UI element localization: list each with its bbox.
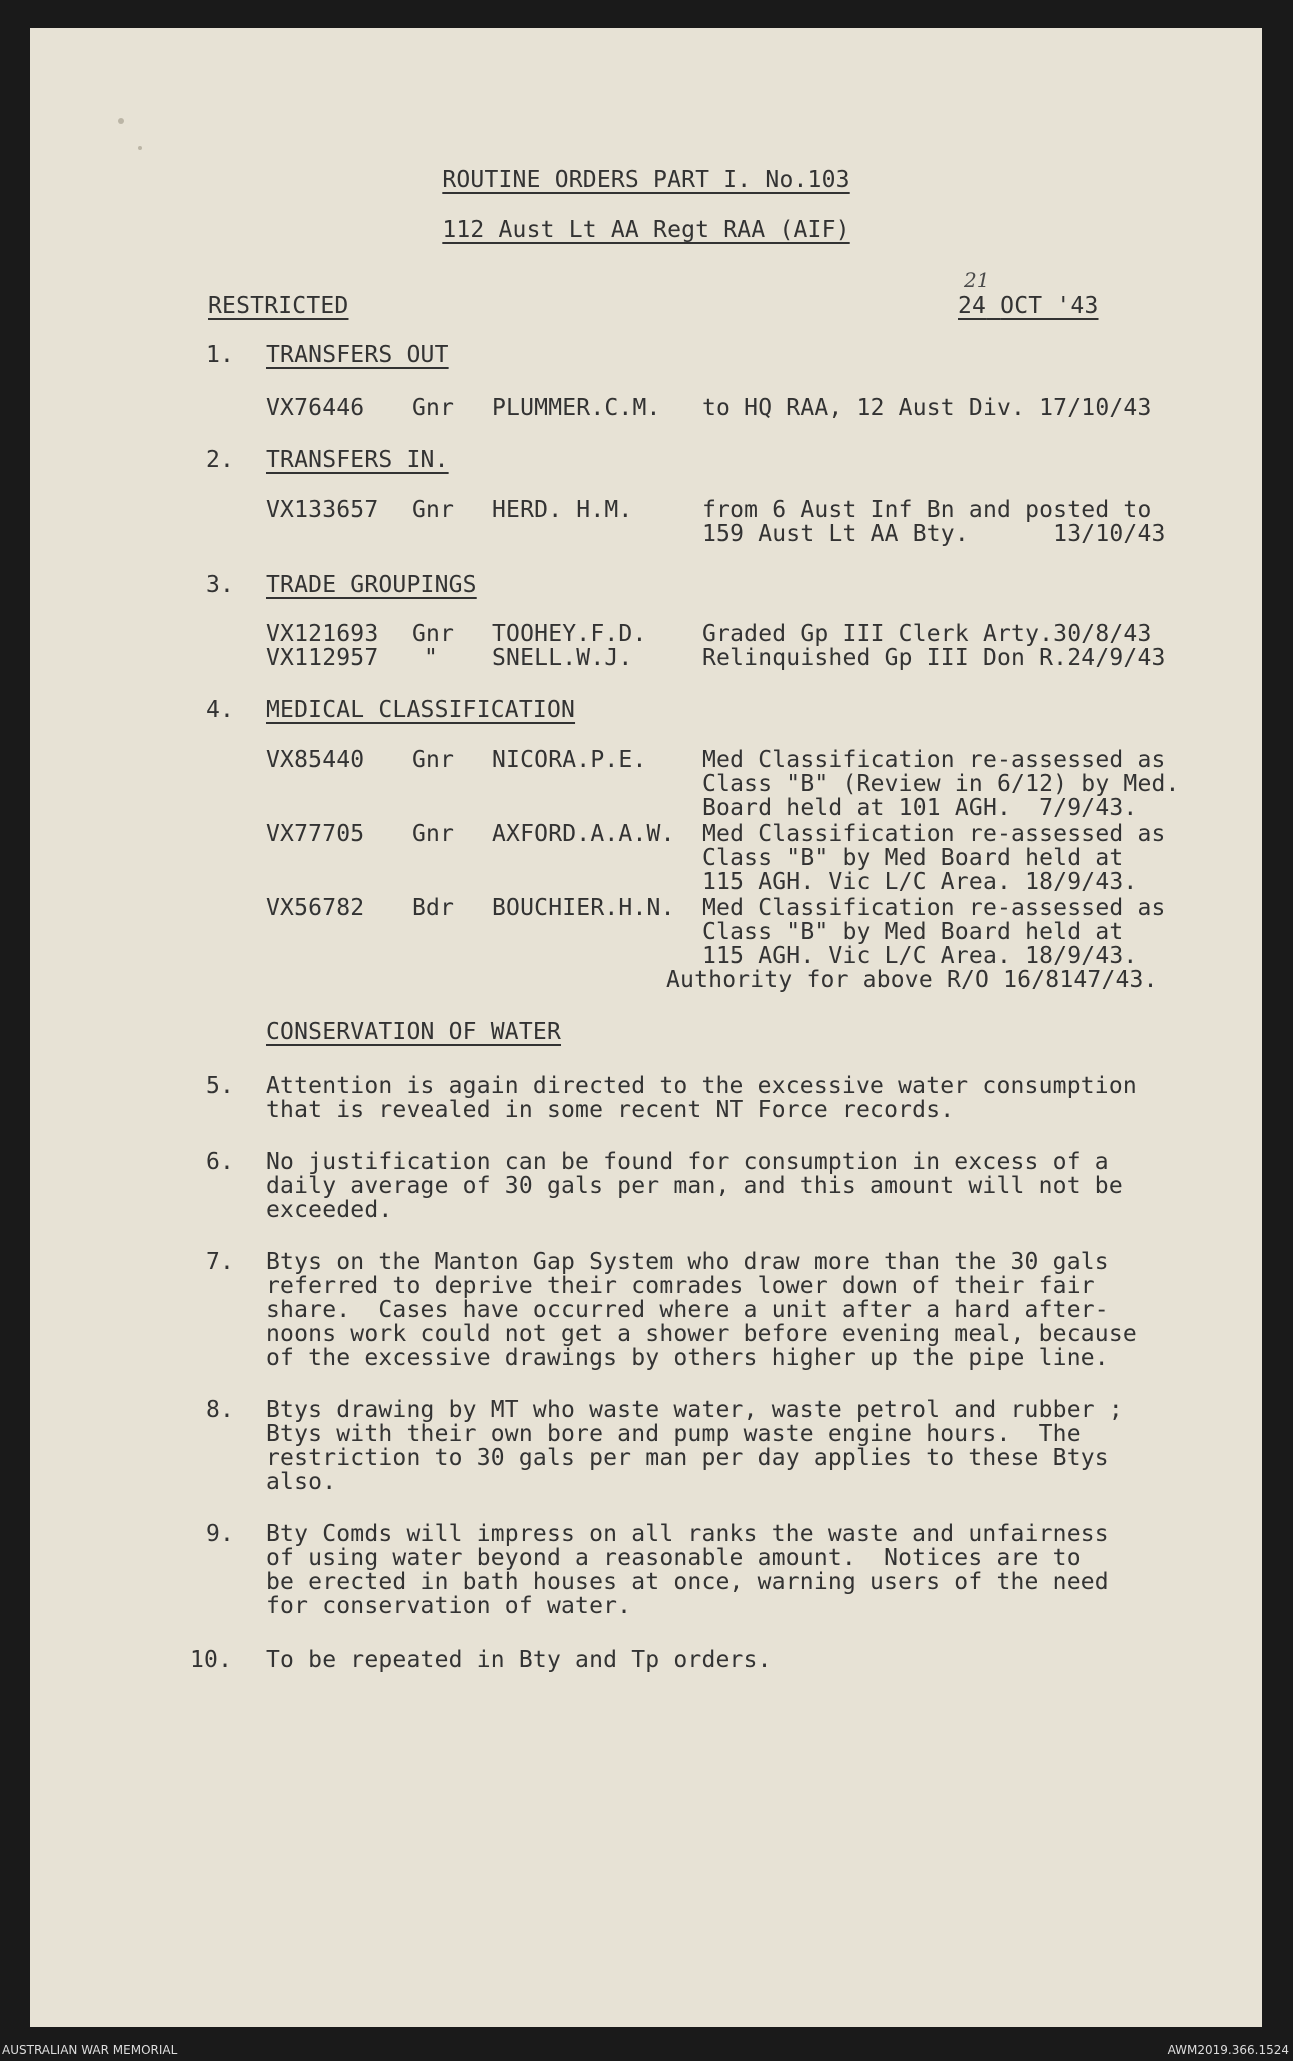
paragraph-line: of the excessive drawings by others higher up the pipe line. — [266, 1345, 1109, 1371]
order-date — [958, 294, 1099, 319]
entry-detail-line: 159 Aust Lt AA Bty. 13/10/43 — [702, 521, 1166, 547]
paragraph-line: that is revealed in some recent NT Force records. — [266, 1097, 955, 1123]
entry-detail-line: Relinquished Gp III Don R.24/9/43 — [702, 645, 1166, 671]
paragraph-line: also. — [266, 1469, 337, 1495]
paragraph-line: referred to deprive their comrades lower down of their fair — [266, 1273, 1095, 1299]
entry-detail-line: Class "B" (Review in 6/12) by Med. — [702, 771, 1180, 797]
soldier-name: TOOHEY.F.D. — [492, 621, 647, 647]
paragraph-line: Attention is again directed to the excessive water consumption — [266, 1073, 1137, 1099]
section-number: 3. — [206, 572, 235, 598]
paper-mark — [138, 146, 142, 150]
rank: Gnr — [412, 497, 455, 523]
entry-detail-line: Board held at 101 AGH. 7/9/43. — [702, 795, 1138, 821]
entry-detail-line: 115 AGH. Vic L/C Area. 18/9/43. — [702, 943, 1138, 969]
rank: Bdr — [412, 895, 455, 921]
section-heading: TRANSFERS OUT — [266, 342, 449, 368]
entry-detail-line: Med Classification re-assessed as — [702, 895, 1166, 921]
service-number: VX76446 — [266, 395, 365, 421]
entry-detail-line: Med Classification re-assessed as — [702, 747, 1166, 773]
paper-mark — [118, 118, 124, 124]
paragraph-line: restriction to 30 gals per man per day applies to these Btys — [266, 1445, 1109, 1471]
paragraph-number: 7. — [206, 1249, 235, 1275]
soldier-name: BOUCHIER.H.N. — [492, 895, 675, 921]
paragraph-line: exceeded. — [266, 1197, 393, 1223]
paragraph-line: daily average of 30 gals per man, and this amount will not be — [266, 1173, 1123, 1199]
service-number: VX56782 — [266, 895, 365, 921]
entry-detail-line: Class "B" by Med Board held at — [702, 845, 1124, 871]
paragraph-line: for conservation of water. — [266, 1593, 632, 1619]
paragraph-line: No justification can be found for consumption in excess of a — [266, 1149, 1109, 1175]
classification-label: RESTRICTED — [208, 293, 349, 319]
rank: Gnr — [412, 821, 455, 847]
section-number: 2. — [206, 447, 235, 473]
entry-detail-line: Class "B" by Med Board held at — [702, 919, 1124, 945]
soldier-name: NICORA.P.E. — [492, 747, 647, 773]
soldier-name: SNELL.W.J. — [492, 645, 633, 671]
paragraph-line: Bty Comds will impress on all ranks the waste and unfairness — [266, 1521, 1109, 1547]
section-number: 1. — [206, 342, 235, 368]
paragraph-number: 5. — [206, 1073, 235, 1099]
service-number: VX133657 — [266, 497, 379, 523]
soldier-name: AXFORD.A.A.W. — [492, 821, 675, 847]
soldier-name: PLUMMER.C.M. — [492, 395, 661, 421]
section-number: 4. — [206, 697, 235, 723]
water-heading: CONSERVATION OF WATER — [266, 1019, 561, 1045]
section-heading: MEDICAL CLASSIFICATION — [266, 697, 576, 723]
section-heading: TRADE GROUPINGS — [266, 572, 477, 598]
service-number: VX85440 — [266, 747, 365, 773]
date-day: 24 — [958, 293, 987, 319]
handwritten-date-correction: 21 — [964, 268, 990, 292]
paragraph-number: 8. — [206, 1397, 235, 1423]
paragraph-line: noons work could not get a shower before evening meal, because — [266, 1321, 1137, 1347]
service-number: VX77705 — [266, 821, 365, 847]
service-number: VX121693 — [266, 621, 379, 647]
authority-reference: Authority for above R/O 16/8147/43. — [666, 967, 1158, 993]
entry-detail-line: Graded Gp III Clerk Arty.30/8/43 — [702, 621, 1152, 647]
paragraph-line: of using water beyond a reasonable amount. Notices are to — [266, 1545, 1081, 1571]
rank: Gnr — [412, 621, 455, 647]
rank: Gnr — [412, 395, 455, 421]
entry-detail-line: to HQ RAA, 12 Aust Div. 17/10/43 — [702, 395, 1152, 421]
paragraph-line: Btys on the Manton Gap System who draw more than the 30 gals — [266, 1249, 1109, 1275]
section-heading: TRANSFERS IN. — [266, 447, 449, 473]
rank: " — [424, 645, 439, 671]
paragraph-line: Btys drawing by MT who waste water, waste petrol and rubber ; — [266, 1397, 1123, 1423]
unit-name: 112 Aust Lt AA Regt RAA (AIF) — [442, 217, 850, 243]
paragraph-line: Btys with their own bore and pump waste engine hours. The — [266, 1421, 1081, 1447]
entry-detail-line: Med Classification re-assessed as — [702, 821, 1166, 847]
order-title: ROUTINE ORDERS PART I. No.103 — [442, 167, 850, 193]
paragraph-number: 6. — [206, 1149, 235, 1175]
footer-institution: AUSTRALIAN WAR MEMORIAL — [2, 2043, 178, 2057]
soldier-name: HERD. H.M. — [492, 497, 633, 523]
paragraph-line: be erected in bath houses at once, warning users of the need — [266, 1569, 1109, 1595]
paragraph-line: To be repeated in Bty and Tp orders. — [266, 1647, 772, 1673]
entry-detail-line: 115 AGH. Vic L/C Area. 18/9/43. — [702, 869, 1138, 895]
entry-detail-line: from 6 Aust Inf Bn and posted to — [702, 497, 1152, 523]
rank: Gnr — [412, 747, 455, 773]
footer-accession-number: AWM2019.366.1524 — [1167, 2043, 1289, 2057]
document-page — [30, 28, 1262, 2027]
paragraph-line: share. Cases have occurred where a unit after a hard after- — [266, 1297, 1109, 1323]
service-number: VX112957 — [266, 645, 379, 671]
paragraph-number: 9. — [206, 1521, 235, 1547]
date-month-year: OCT '43 — [1000, 293, 1099, 319]
paragraph-number: 10. — [190, 1647, 233, 1673]
